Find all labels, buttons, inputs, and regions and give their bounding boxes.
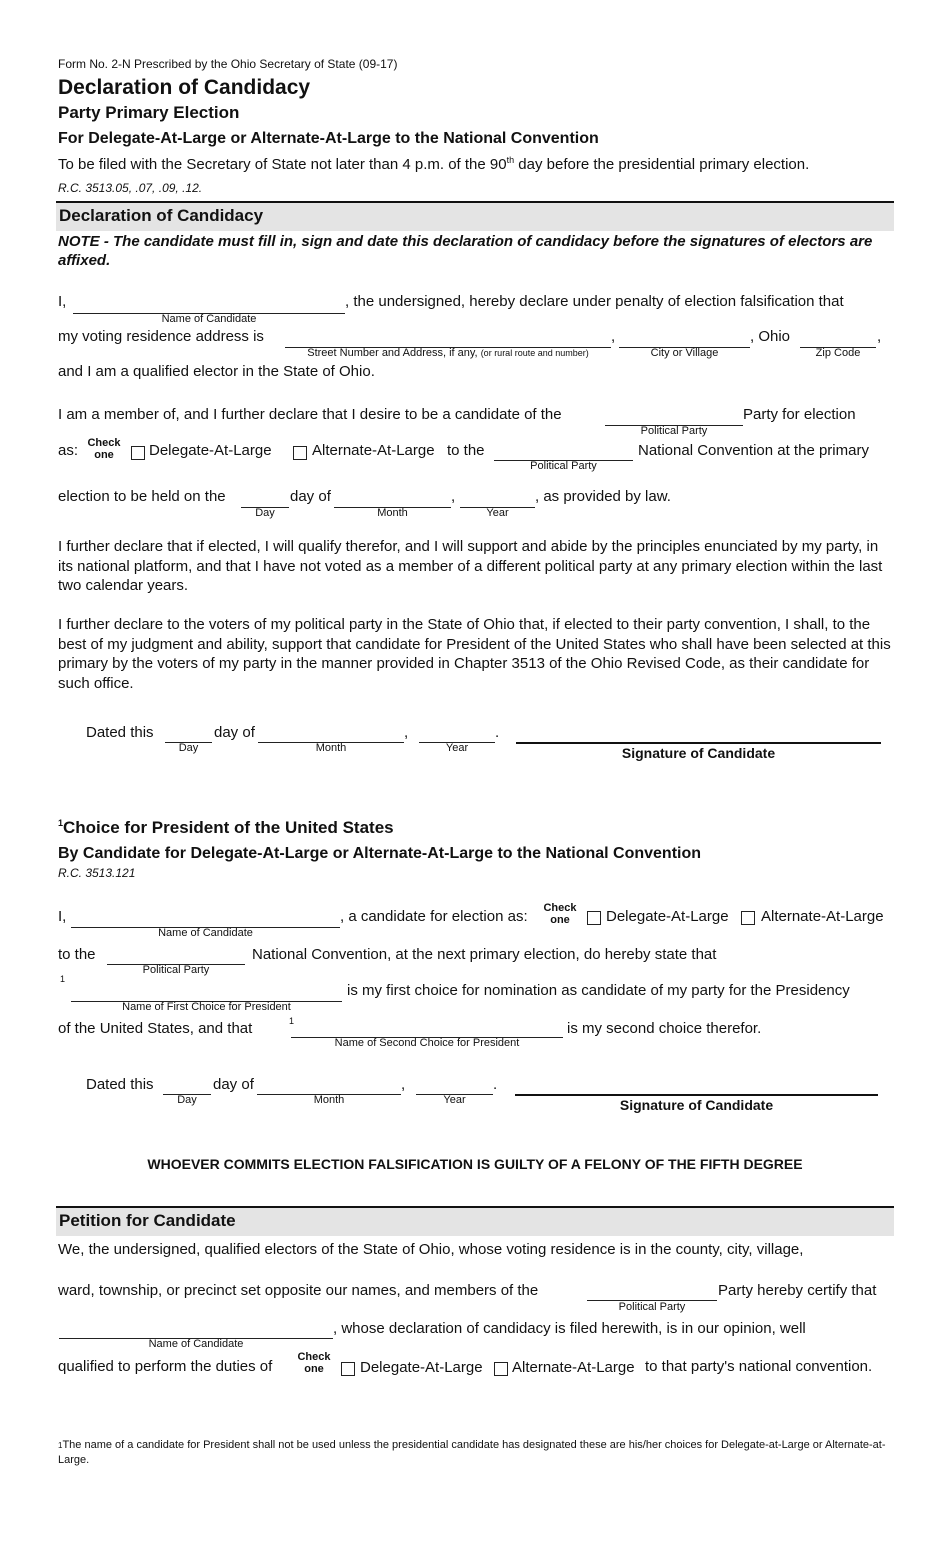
delegate-label: Delegate-At-Large (149, 442, 272, 459)
revised-code-ref: R.C. 3513.05, .07, .09, .12. (58, 181, 203, 195)
label-city: City or Village (650, 347, 719, 359)
label-day: Day (177, 1094, 197, 1106)
choice-signature-line[interactable] (515, 1094, 878, 1096)
text-election-held-on: election to be held on the (58, 488, 226, 505)
label-name-of-candidate: Name of Candidate (158, 927, 253, 939)
petition-alternate-checkbox[interactable] (494, 1362, 508, 1376)
text-to-the: to the (58, 946, 96, 963)
text-comma: , (451, 488, 456, 505)
alternate-label: Alternate-At-Large (312, 442, 435, 459)
text-comma: , (611, 328, 616, 345)
text-national-convention-next: National Convention, at the next primary election, do hereby state that (252, 946, 717, 963)
label-second-choice: Name of Second Choice for President (334, 1037, 520, 1049)
form-number: Form No. 2-N Prescribed by the Ohio Secretary of State (09-17) (58, 57, 398, 71)
petition-line-1: We, the undersigned, qualified electors of the State of Ohio, whose voting residence is in the county, city, village, (58, 1241, 804, 1258)
text-party-certify: Party hereby certify that (718, 1282, 877, 1299)
label-political-party: Political Party (142, 964, 210, 976)
text-dated-this: Dated this (86, 1076, 154, 1093)
text-comma: , (877, 328, 882, 345)
label-year: Year (486, 507, 509, 519)
choice-delegate-checkbox[interactable] (587, 911, 601, 925)
alternate-label: Alternate-At-Large (761, 908, 884, 925)
text-dated-this: Dated this (86, 724, 154, 741)
label-political-party: Political Party (640, 425, 708, 437)
text-to-the: to the (447, 442, 485, 459)
label-year: Year (443, 1094, 466, 1106)
alternate-label: Alternate-At-Large (512, 1359, 635, 1376)
filing-deadline: To be filed with the Secretary of State not later than 4 p.m. of the 90th day before the presidential primary election. (58, 155, 810, 173)
label-street-address: Street Number and Address, if any, (or rural route and number) (307, 347, 589, 359)
section-declaration-header: Declaration of Candidacy (56, 201, 894, 231)
text-residence: my voting residence address is (58, 328, 264, 345)
choice-heading: $^1$Choice for President of the United States (58, 818, 394, 837)
label-month: Month (313, 1094, 345, 1106)
label-name-of-candidate: Name of Candidate (161, 313, 257, 325)
form-subtitle: Party Primary Election (58, 103, 240, 122)
signature-label: Signature of Candidate (619, 1097, 774, 1113)
text-united-states: of the United States, and that (58, 1020, 253, 1037)
text-ohio: , Ohio (750, 328, 791, 345)
form-subtitle-2: For Delegate-At-Large or Alternate-At-Large to the National Convention (58, 130, 599, 147)
text-national-convention: National Convention at the primary (638, 442, 869, 459)
form-title: Declaration of Candidacy (58, 76, 311, 99)
petition-delegate-checkbox[interactable] (341, 1362, 355, 1376)
text-first-choice: is my first choice for nomination as candidate of my party for the Presidency (347, 982, 850, 999)
text-day-of: day of (213, 1076, 254, 1093)
paragraph-qualify: I further declare that if elected, I will qualify therefor, and I will support and abide by the principles enunciated by my party, in its national platform, and that I have not voted as a member of a different political party at any primary election within the last two calendar years. (58, 538, 883, 594)
label-month: Month (315, 742, 347, 754)
text-member-of: I am a member of, and I further declare that I desire to be a candidate of the (58, 406, 562, 423)
text-day-of: day of (214, 724, 255, 741)
signature-line[interactable] (516, 742, 881, 744)
text-comma: , (401, 1076, 406, 1093)
label-political-party: Political Party (530, 460, 597, 472)
choice-subheading: By Candidate for Delegate-At-Large or Alternate-At-Large to the National Convention (58, 845, 702, 862)
text-i: I, (58, 293, 67, 310)
label-year: Year (445, 742, 469, 754)
text-undersigned: , the undersigned, hereby declare under penalty of election falsification that (345, 293, 844, 310)
check-one-label: Check one (87, 437, 121, 461)
choice-rc: R.C. 3513.121 (58, 866, 136, 880)
text-members-of: ward, township, or precinct set opposite our names, and members of the (58, 1282, 539, 1299)
footnote-marker: 1 (289, 1016, 295, 1026)
felony-warning: WHOEVER COMMITS ELECTION FALSIFICATION IS GUILTY OF A FELONY OF THE FIFTH DEGREE (147, 1156, 803, 1172)
text-national-convention-end: to that party's national convention. (645, 1358, 873, 1375)
check-one-label: Check one (297, 1351, 331, 1375)
note-text: NOTE - The candidate must fill in, sign and date this declaration of candidacy before the signatures of electors are affixed. (58, 233, 873, 269)
delegate-label: Delegate-At-Large (360, 1359, 483, 1376)
signature-label: Signature of Candidate (621, 745, 776, 761)
footnote: $^1$The name of a candidate for President shall not be used unless the presidential candidate has designated these are his/her choices for Delegate-at-Large or Alternate-at-Large. (58, 1439, 886, 1466)
text-provided-by-law: , as provided by law. (535, 488, 671, 505)
text-comma: , (404, 724, 409, 741)
text-second-choice: is my second choice therefor. (567, 1020, 762, 1037)
text-candidate-for-election: , a candidate for election as: (340, 908, 528, 925)
section-petition-header: Petition for Candidate (56, 1206, 894, 1236)
text-period: . (495, 724, 500, 741)
label-zip: Zip Code (815, 347, 861, 359)
label-first-choice: Name of First Choice for President (122, 1001, 291, 1013)
choice-alternate-checkbox[interactable] (741, 911, 755, 925)
label-day: Day (178, 742, 199, 754)
check-one-label: Check one (543, 902, 577, 926)
label-political-party: Political Party (618, 1301, 686, 1313)
text-party-for-election: Party for election (743, 406, 856, 423)
paragraph-support: I further declare to the voters of my political party in the State of Ohio that, if elected to their party convention, I shall, to the best of my judgment and ability, support that candidate for President of the United States who shall have been selected at this primary by the voters of my party in the manner provided in Chapter 3513 of the Ohio Revised Code, as their candidate for such office. (58, 616, 891, 692)
alternate-checkbox[interactable] (293, 446, 307, 460)
label-month: Month (377, 507, 408, 519)
text-qualified-elector: and I am a qualified elector in the State of Ohio. (58, 363, 375, 380)
delegate-checkbox[interactable] (131, 446, 145, 460)
footnote-marker: 1 (60, 974, 66, 984)
text-qualified-to-perform: qualified to perform the duties of (58, 1358, 273, 1375)
label-name-of-candidate: Name of Candidate (148, 1338, 244, 1350)
text-period: . (493, 1076, 498, 1093)
label-day: Day (255, 507, 275, 519)
text-declaration-filed: , whose declaration of candidacy is filed herewith, is in our opinion, well (333, 1320, 806, 1337)
delegate-label: Delegate-At-Large (606, 908, 729, 925)
text-day-of: day of (290, 488, 331, 505)
text-i: I, (58, 908, 67, 925)
text-as: as: (58, 442, 79, 459)
